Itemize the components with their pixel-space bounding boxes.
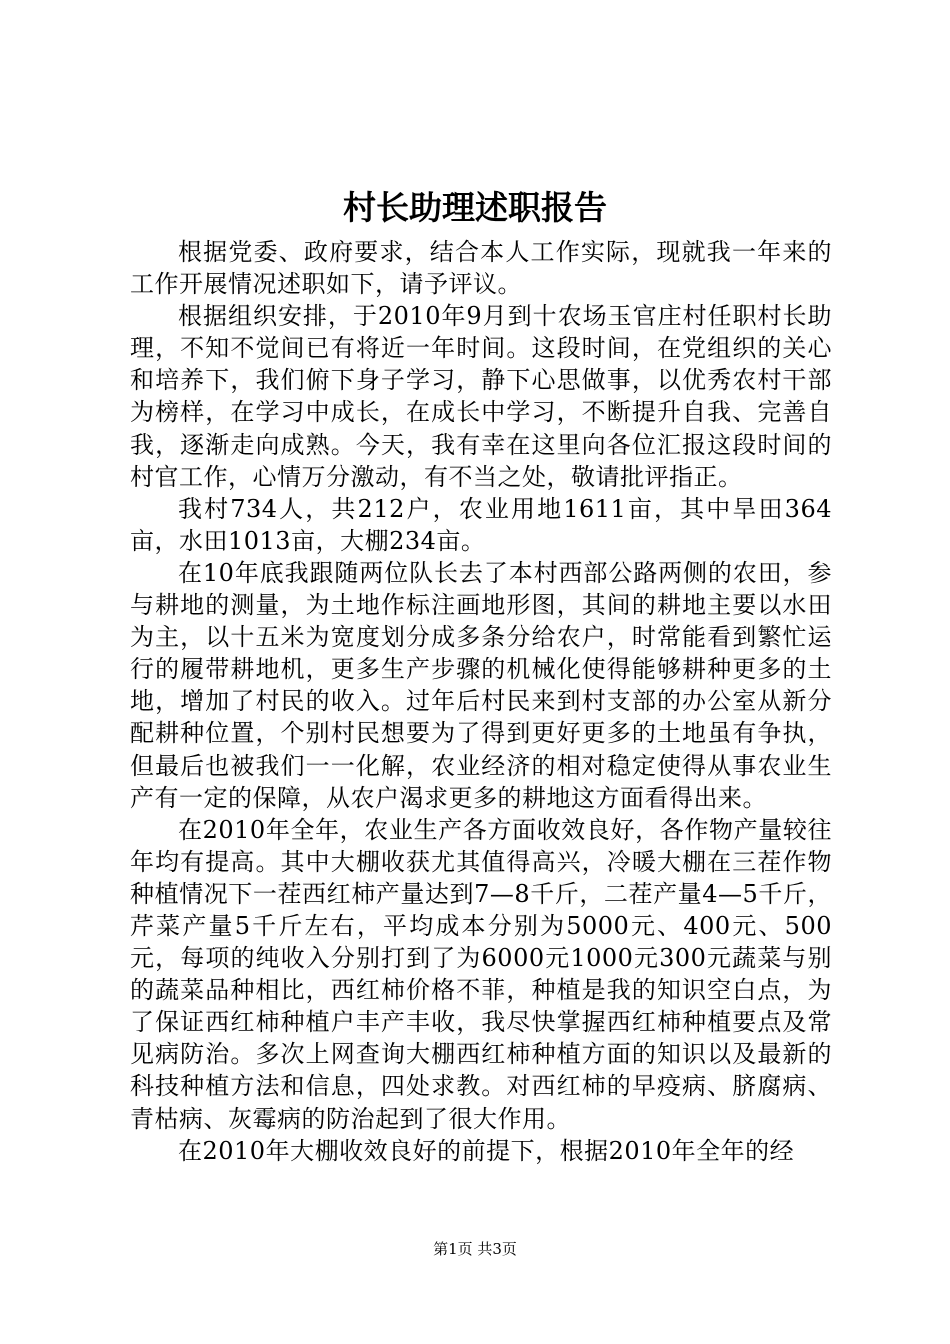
- page-footer: 第1页 共3页: [433, 1240, 517, 1258]
- paragraph-2010-harvest: 在2010年全年，农业生产各方面收效良好，各作物产量较往年均有提高。其中大棚收获尤其值得高兴，冷暖大棚在三茬作物种植情况下一茬西红柿产量达到7—8千斤，二茬产量4—5千斤，芹菜产量5千斤左右，平均成本分别为5000元、400元、500元，每项的纯收入分别打到了为6000元1000元300元蔬菜与别的蔬菜品种相比，西红柿价格不菲，种植是我的知识空白点，为了保证西红柿种植户丰产丰收，我尽快掌握西红柿种植要点及常见病防治。多次上网查询大棚西红柿种植方面的知识以及最新的科技种植方法和信息，四处求教。对西红柿的早疫病、脐腐病、青枯病、灰霉病的防治起到了很大作用。: [130, 815, 832, 1133]
- document-body: [130, 236, 832, 1167]
- paragraph-greenhouse: 在2010年大棚收效良好的前提下，根据2010年全年的经: [178, 1136, 795, 1165]
- paragraph-village-stats: 我村734人，共212户，农业用地1611亩，其中旱田364亩，水田1013亩，大棚234亩。: [130, 494, 832, 555]
- document-title: 村长助理述职报告: [343, 188, 607, 227]
- paragraph-intro: 根据党委、政府要求，结合本人工作实际，现就我一年来的工作开展情况述职如下，请予评议。: [130, 238, 832, 299]
- paragraph-land-survey: 在10年底我跟随两位队长去了本村西部公路两侧的农田，参与耕地的测量，为土地作标注画地形图，其间的耕地主要以水田为主，以十五米为宽度划分成多条分给农户，时常能看到繁忙运行的履带耕地机，更多生产步骤的机械化使得能够耕种更多的土地，增加了村民的收入。过年后村民来到村支部的办公室从新分配耕种位置，个别村民想要为了得到更好更多的土地虽有争执，但最后也被我们一一化解，农业经济的相对稳定使得从事农业生产有一定的保障，从农户渴求更多的耕地这方面看得出来。: [130, 558, 832, 812]
- paragraph-appointment: 根据组织安排，于2010年9月到十农场玉官庄村任职村长助理，不知不觉间已有将近一年时间。这段时间，在党组织的关心和培养下，我们俯下身子学习，静下心思做事，以优秀农村干部为榜样，在学习中成长，在成长中学习，不断提升自我、完善自我，逐渐走向成熟。今天，我有幸在这里向各位汇报这段时间的村官工作，心情万分激动，有不当之处，敬请批评指正。: [130, 302, 832, 491]
